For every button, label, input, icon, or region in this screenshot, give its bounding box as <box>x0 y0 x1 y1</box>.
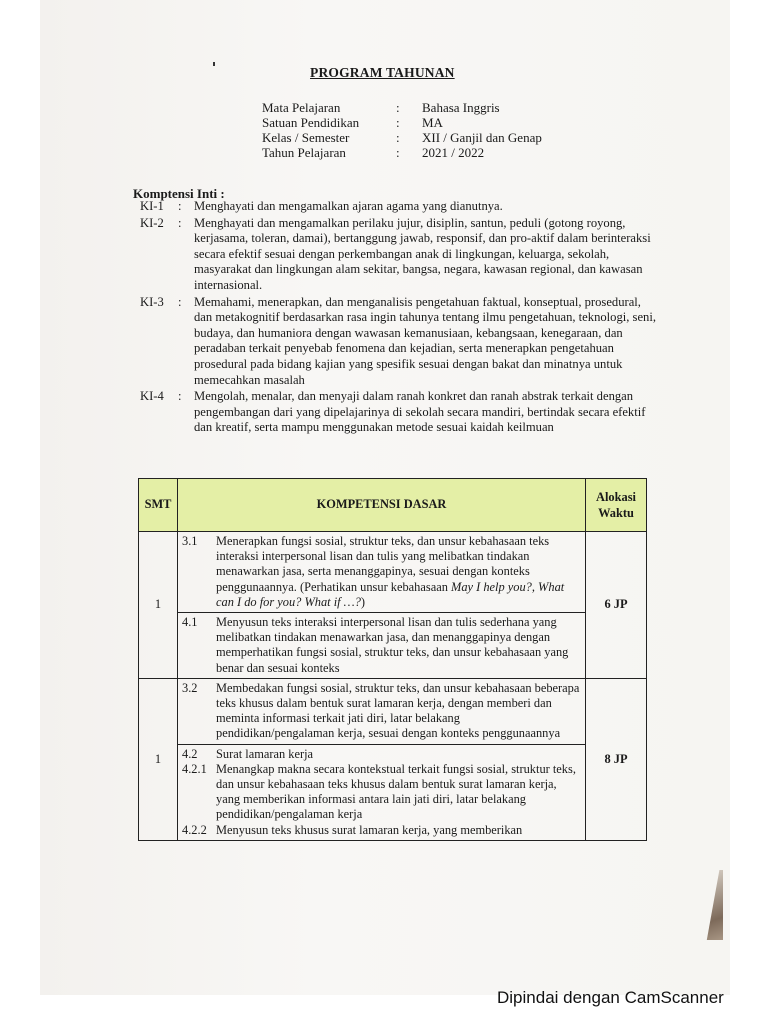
ki-code: KI-2 <box>140 215 164 230</box>
smt-cell: 1 <box>139 678 178 840</box>
meta-row-school <box>262 115 542 130</box>
ki-text: Menghayati dan mengamalkan ajaran agama yang dianutnya. <box>194 199 503 213</box>
kd-number: 3.1 <box>182 534 198 548</box>
kd-text <box>216 534 581 610</box>
ki-text: Mengolah, menalar, dan menyaji dalam ranah konkret dan ranah abstrak terkait dengan pengembangan dari yang dipelajarinya di sekolah secara mandiri, bertindak secara efektif dan kreatif, serta mampu menggunakan metode sesuai kaidah keilmuan <box>194 389 646 435</box>
table-row <box>139 678 647 840</box>
kd-item <box>178 613 585 678</box>
ki-colon: : <box>178 389 182 404</box>
kd-number: 4.2 <box>182 746 198 761</box>
meta-row-class <box>262 130 542 145</box>
kd-text-italic: May I help you?, What can I do for you? What if …? <box>216 579 565 609</box>
kd-text: Menyusun teks interaksi interpersonal lisan dan tulis sederhana yang melibatkan tindakan menawarkan jasa, dan menanggapinya dengan memperhatikan fungsi sosial, struktur teks, dan unsur kebahasaan yang benar dan sesuai konteks <box>216 615 569 675</box>
ki-colon: : <box>178 294 182 309</box>
ki-heading: Komptensi Inti : <box>133 186 225 201</box>
ki-item <box>140 389 660 436</box>
ink-speck <box>213 62 215 66</box>
scanner-watermark: Dipindai dengan CamScanner <box>497 988 724 1007</box>
meta-colon: : <box>396 145 400 160</box>
ki-list <box>140 199 660 437</box>
meta-key: Kelas / Semester <box>262 130 350 145</box>
meta-key: Mata Pelajaran <box>262 100 341 115</box>
kd-number: 3.2 <box>182 680 198 695</box>
ki-item <box>140 199 660 215</box>
meta-colon: : <box>396 115 400 130</box>
ki-colon: : <box>178 215 182 230</box>
meta-row-subject <box>262 100 542 115</box>
alokasi-cell: 8 JP <box>586 678 647 840</box>
ki-code: KI-3 <box>140 294 164 309</box>
kd-item <box>178 823 585 840</box>
table-row <box>139 532 647 679</box>
ki-code: KI-4 <box>140 389 164 404</box>
meta-colon: : <box>396 130 400 145</box>
kd-item <box>178 762 585 823</box>
page-title: PROGRAM TAHUNAN <box>310 65 455 80</box>
kd-item <box>178 745 585 762</box>
ki-item <box>140 295 660 389</box>
meta-key: Satuan Pendidikan <box>262 115 360 130</box>
kd-cell <box>178 678 586 840</box>
header-smt: SMT <box>139 479 178 532</box>
alokasi-cell: 6 JP <box>586 532 647 679</box>
kd-item <box>178 679 585 745</box>
ki-colon: : <box>178 199 182 213</box>
meta-key: Tahun Pelajaran <box>262 145 346 160</box>
kd-number: 4.2.1 <box>182 761 207 776</box>
document-meta <box>262 100 542 160</box>
meta-colon: : <box>396 100 400 115</box>
kd-text: Surat lamaran kerja <box>216 746 314 761</box>
ki-code: KI-1 <box>140 199 164 213</box>
kd-text: Menangkap makna secara kontekstual terkait fungsi sosial, struktur teks, dan unsur kebahasaan teks khusus dalam bentuk surat lamaran kerja, yang memberikan informasi antara lain jati diri, latar belakang pendidikan/pengalaman kerja <box>216 761 576 822</box>
meta-row-year <box>262 145 542 160</box>
ki-item <box>140 216 660 294</box>
meta-value: XII / Ganjil dan Genap <box>422 130 542 145</box>
kompetensi-dasar-table <box>138 478 647 841</box>
kd-text-main: Menerapkan fungsi sosial, struktur teks, dan unsur kebahasaan teks interaksi interpersonal lisan dan tulis yang melibatkan tindakan menawarkan jasa, serta menanggapinya, sesuai dengan konteks penggunaannya. (Perhatikan unsur kebahasaan <box>216 534 550 594</box>
meta-value: 2021 / 2022 <box>422 145 485 160</box>
header-alokasi-waktu: Alokasi Waktu <box>586 479 647 532</box>
kd-cell <box>178 532 586 679</box>
meta-value: MA <box>422 115 443 130</box>
kd-text: Menyusun teks khusus surat lamaran kerja, yang memberikan <box>216 822 523 837</box>
table-header-row <box>139 479 647 532</box>
header-kompetensi-dasar: KOMPETENSI DASAR <box>178 479 586 532</box>
kd-item <box>178 532 585 613</box>
ki-text: Menghayati dan mengamalkan perilaku jujur, disiplin, santun, peduli (gotong royong, kerjasama, toleran, damai), bertanggung jawab, responsif, dan pro-aktif dalam berinteraksi secara efektif sesuai dengan perkembangan anak di lingkungan, keluarga, sekolah, masyarakat dan lingkungan alam sekitar, bangsa, negara, kawasan regional, dan kawasan internasional. <box>194 215 651 292</box>
meta-value: Bahasa Inggris <box>422 100 500 115</box>
kd-number: 4.2.2 <box>182 822 207 837</box>
kd-number: 4.1 <box>182 615 198 630</box>
kd-text-tail: ) <box>360 594 366 609</box>
ki-text: Memahami, menerapkan, dan menganalisis pengetahuan faktual, konseptual, prosedural, dan metakognitif berdasarkan rasa ingin tahunya tentang ilmu pengetahuan, teknologi, seni, budaya, dan humaniora dengan wawasan kemanusiaan, kebangsaan, kenegaraan, dan peradaban terkait penyebab fenomena dan kejadian, serta menerapkan pengetahuan prosedural pada bidang kajian yang spesifik sesuai dengan bakat dan minatnya untuk memecahkan masalah <box>194 294 656 387</box>
smt-cell: 1 <box>139 532 178 679</box>
kd-text: Membedakan fungsi sosial, struktur teks, dan unsur kebahasaan beberapa teks khusus dalam bentuk surat lamaran kerja, dengan memberi dan meminta informasi terkait jati diri, latar belakang pendidikan/pengalaman kerja, sesuai dengan konteks penggunaannya <box>216 680 580 741</box>
